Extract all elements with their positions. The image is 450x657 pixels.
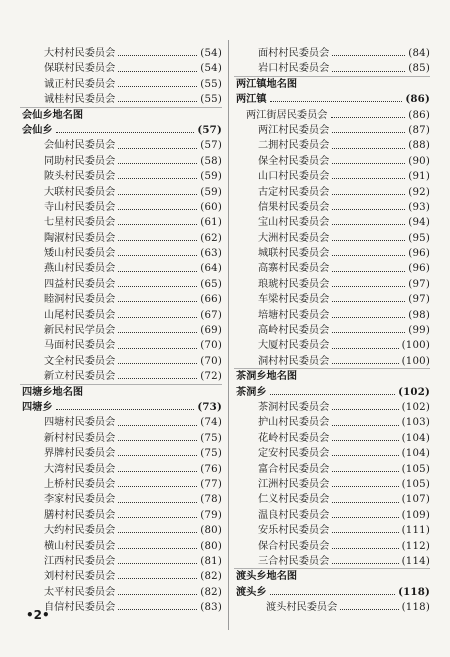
toc-entry <box>236 508 430 523</box>
entry-name: 新村村民委员会 <box>44 432 116 444</box>
toc-entry <box>236 523 430 538</box>
entry-page-number: (65) <box>200 278 222 290</box>
entry-page-number: (58) <box>200 155 222 167</box>
toc-entry <box>236 600 430 615</box>
dot-leader <box>332 471 398 472</box>
entry-page-number: (81) <box>200 555 222 567</box>
entry-name: 文全村民委员会 <box>44 355 116 367</box>
toc-entry <box>236 123 430 138</box>
dot-leader <box>118 71 197 72</box>
dot-leader <box>118 209 197 210</box>
entry-page-number: (102) <box>401 401 430 413</box>
dot-leader <box>118 378 197 379</box>
left-column <box>22 46 222 615</box>
section-heading: 两江镇地名图 <box>236 77 298 90</box>
entry-page-number: (88) <box>408 140 430 152</box>
entry-name: 茶洞村民委员会 <box>258 401 330 413</box>
entry-name: 渡头乡 <box>236 585 267 598</box>
toc-entry <box>236 431 430 446</box>
entry-page-number: (114) <box>401 555 430 567</box>
entry-name: 保联村民委员会 <box>44 63 116 75</box>
dot-leader <box>270 101 403 102</box>
entry-name: 古定村民委员会 <box>258 186 330 198</box>
entry-name: 自信村民委员会 <box>44 602 116 614</box>
entry-page-number: (79) <box>200 509 222 521</box>
dot-leader <box>270 594 396 595</box>
dot-leader <box>118 348 197 349</box>
entry-name: 护山村民委员会 <box>258 417 330 429</box>
dot-leader <box>332 440 398 441</box>
toc-entry <box>22 554 222 569</box>
section-rule <box>20 107 222 108</box>
dot-leader <box>332 148 405 149</box>
toc-entry <box>22 61 222 76</box>
entry-name: 高寨村民委员会 <box>258 263 330 275</box>
toc-entry <box>22 477 222 492</box>
entry-page-number: (82) <box>200 571 222 583</box>
entry-name: 江洲村民委员会 <box>258 478 330 490</box>
entry-name: 上桥村民委员会 <box>44 478 116 490</box>
toc-entry <box>236 154 430 169</box>
dot-leader <box>118 224 197 225</box>
entry-name: 会仙乡 <box>22 123 53 136</box>
entry-name: 二拥村民委员会 <box>258 140 330 152</box>
toc-entry <box>236 539 430 554</box>
entry-page-number: (86) <box>405 93 430 106</box>
section-entry <box>236 92 430 107</box>
entry-page-number: (55) <box>200 94 222 106</box>
dot-leader <box>118 148 197 149</box>
entry-name: 李家村民委员会 <box>44 494 116 506</box>
entry-name: 琅琥村民委员会 <box>258 278 330 290</box>
entry-page-number: (70) <box>200 355 222 367</box>
entry-name: 膳村村民委员会 <box>44 509 116 521</box>
entry-page-number: (75) <box>200 448 222 460</box>
entry-name: 山口村民委员会 <box>258 171 330 183</box>
entry-page-number: (91) <box>408 171 430 183</box>
entry-name: 太平村民委员会 <box>44 586 116 598</box>
entry-name: 山尾村民委员会 <box>44 309 116 321</box>
entry-name: 燕山村民委员会 <box>44 263 116 275</box>
entry-name: 诚桂村民委员会 <box>44 94 116 106</box>
toc-entry <box>22 492 222 507</box>
entry-page-number: (104) <box>401 448 430 460</box>
dot-leader <box>340 609 398 610</box>
dot-leader <box>332 271 405 272</box>
entry-name: 四塘村民委员会 <box>44 417 116 429</box>
dot-leader <box>332 240 405 241</box>
entry-page-number: (84) <box>408 48 430 59</box>
toc-entry <box>22 185 222 200</box>
entry-name: 大湾村民委员会 <box>44 463 116 475</box>
dot-leader <box>118 471 197 472</box>
dot-leader <box>332 348 398 349</box>
dot-leader <box>332 255 405 256</box>
entry-page-number: (57) <box>200 140 222 152</box>
entry-page-number: (63) <box>200 248 222 260</box>
dot-leader <box>118 486 197 487</box>
entry-page-number: (57) <box>197 123 222 136</box>
toc-entry <box>236 554 430 569</box>
entry-name: 城联村民委员会 <box>258 248 330 260</box>
entry-page-number: (100) <box>401 355 430 367</box>
entry-page-number: (98) <box>408 309 430 321</box>
entry-page-number: (54) <box>200 48 222 59</box>
entry-page-number: (83) <box>200 602 222 614</box>
dot-leader <box>332 132 405 133</box>
entry-page-number: (72) <box>200 371 222 383</box>
dot-leader <box>118 163 197 164</box>
entry-page-number: (95) <box>408 232 430 244</box>
dot-leader <box>332 532 398 533</box>
dot-leader <box>118 255 197 256</box>
dot-leader <box>332 194 405 195</box>
entry-page-number: (96) <box>408 263 430 275</box>
entry-page-number: (104) <box>401 432 430 444</box>
dot-leader <box>118 240 197 241</box>
entry-page-number: (59) <box>200 186 222 198</box>
entry-name: 新立村民委员会 <box>44 371 116 383</box>
dot-leader <box>118 86 197 87</box>
entry-name: 大村村民委员会 <box>44 48 116 59</box>
entry-page-number: (90) <box>408 155 430 167</box>
dot-leader <box>332 209 405 210</box>
entry-page-number: (69) <box>200 325 222 337</box>
entry-page-number: (96) <box>408 248 430 260</box>
entry-page-number: (105) <box>401 478 430 490</box>
entry-name: 三合村民委员会 <box>258 555 330 567</box>
toc-entry <box>22 431 222 446</box>
dot-leader <box>332 71 405 72</box>
entry-name: 横山村民委员会 <box>44 540 116 552</box>
toc-entry <box>236 292 430 307</box>
entry-page-number: (87) <box>408 124 430 136</box>
entry-name: 花岭村民委员会 <box>258 432 330 444</box>
toc-entry <box>236 185 430 200</box>
dot-leader <box>332 517 398 518</box>
entry-name: 刘村村民委员会 <box>44 571 116 583</box>
dot-leader <box>118 101 197 102</box>
entry-page-number: (59) <box>200 171 222 183</box>
entry-page-number: (100) <box>401 340 430 352</box>
toc-entry <box>236 215 430 230</box>
entry-page-number: (118) <box>401 602 430 614</box>
toc-entry <box>236 246 430 261</box>
entry-name: 诚正村民委员会 <box>44 78 116 90</box>
section-entry <box>236 385 430 400</box>
dot-leader <box>56 132 195 133</box>
entry-name: 陂头村民委员会 <box>44 171 116 183</box>
entry-name: 新民村民学员会 <box>44 325 116 337</box>
section-entry <box>22 400 222 415</box>
dot-leader <box>332 409 398 410</box>
dot-leader <box>118 317 197 318</box>
dot-leader <box>118 578 197 579</box>
dot-leader <box>331 117 406 118</box>
dot-leader <box>118 425 197 426</box>
toc-entry <box>22 92 222 107</box>
entry-page-number: (99) <box>408 325 430 337</box>
right-column <box>236 46 430 615</box>
section-heading: 渡头乡地名图 <box>236 570 298 583</box>
entry-page-number: (109) <box>401 509 430 521</box>
entry-name: 定安村民委员会 <box>258 448 330 460</box>
dot-leader <box>332 548 398 549</box>
section-heading: 茶洞乡地名图 <box>236 370 298 383</box>
section-heading: 四塘乡地名图 <box>22 385 84 398</box>
toc-entry <box>236 477 430 492</box>
toc-entry <box>236 446 430 461</box>
dot-leader <box>118 609 197 610</box>
entry-page-number: (105) <box>401 463 430 475</box>
dot-leader <box>332 502 398 503</box>
entry-name: 岩口村民委员会 <box>258 63 330 75</box>
entry-page-number: (85) <box>408 63 430 75</box>
toc-entry <box>22 169 222 184</box>
dot-leader <box>118 363 197 364</box>
dot-leader <box>332 224 405 225</box>
entry-page-number: (60) <box>200 201 222 213</box>
toc-entry <box>22 508 222 523</box>
section-rule <box>234 76 430 77</box>
toc-entry <box>236 169 430 184</box>
toc-entry <box>236 277 430 292</box>
entry-name: 两江街居民委员会 <box>246 109 328 121</box>
entry-name: 富合村民委员会 <box>258 463 330 475</box>
entry-name: 渡头村民委员会 <box>266 602 338 614</box>
entry-page-number: (66) <box>200 294 222 306</box>
entry-page-number: (77) <box>200 478 222 490</box>
entry-name: 车梁村民委员会 <box>258 294 330 306</box>
entry-page-number: (78) <box>200 494 222 506</box>
entry-name: 大厦村民委员会 <box>258 340 330 352</box>
dot-leader <box>118 455 197 456</box>
dot-leader <box>332 317 405 318</box>
toc-entry <box>22 585 222 600</box>
entry-name: 宝山村民委员会 <box>258 217 330 229</box>
section-rule <box>20 384 222 385</box>
page-number: •2• <box>26 608 50 622</box>
section-rule <box>234 568 430 569</box>
entry-name: 仁义村民委员会 <box>258 494 330 506</box>
dot-leader <box>332 301 405 302</box>
dot-leader <box>332 455 398 456</box>
toc-entry <box>236 61 430 76</box>
toc-entry <box>22 539 222 554</box>
entry-name: 保全村民委员会 <box>258 155 330 167</box>
entry-page-number: (75) <box>200 432 222 444</box>
dot-leader <box>332 55 405 56</box>
toc-entry <box>22 46 222 61</box>
entry-name: 大约村民委员会 <box>44 525 116 537</box>
toc-entry <box>236 108 430 123</box>
toc-entry <box>236 46 430 61</box>
entry-page-number: (80) <box>200 525 222 537</box>
dot-leader <box>118 517 197 518</box>
entry-page-number: (64) <box>200 263 222 275</box>
entry-page-number: (54) <box>200 63 222 75</box>
dot-leader <box>118 548 197 549</box>
entry-page-number: (73) <box>197 400 222 413</box>
entry-page-number: (103) <box>401 417 430 429</box>
entry-page-number: (67) <box>200 309 222 321</box>
section-heading: 会仙乡地名图 <box>22 108 84 121</box>
toc-entry <box>22 523 222 538</box>
toc-entry <box>22 154 222 169</box>
entry-page-number: (111) <box>401 525 430 537</box>
entry-name: 同助村民委员会 <box>44 155 116 167</box>
column-divider <box>228 40 229 630</box>
toc-entry <box>22 323 222 338</box>
entry-name: 信果村民委员会 <box>258 201 330 213</box>
dot-leader <box>118 286 197 287</box>
dot-leader <box>118 440 197 441</box>
toc-entry <box>22 77 222 92</box>
entry-name: 界牌村民委员会 <box>44 448 116 460</box>
toc-entry <box>236 338 430 353</box>
dot-leader <box>332 363 398 364</box>
dot-leader <box>332 486 398 487</box>
entry-name: 寺山村民委员会 <box>44 201 116 213</box>
toc-entry <box>236 308 430 323</box>
entry-page-number: (94) <box>408 217 430 229</box>
entry-name: 保合村民委员会 <box>258 540 330 552</box>
entry-page-number: (82) <box>200 586 222 598</box>
entry-name: 矮山村民委员会 <box>44 248 116 260</box>
entry-page-number: (80) <box>200 540 222 552</box>
dot-leader <box>332 178 405 179</box>
entry-page-number: (55) <box>200 78 222 90</box>
toc-entry <box>236 261 430 276</box>
entry-page-number: (61) <box>200 217 222 229</box>
entry-name: 马面村民委员会 <box>44 340 116 352</box>
dot-leader <box>332 286 405 287</box>
dot-leader <box>118 194 197 195</box>
toc-entry <box>22 246 222 261</box>
toc-entry <box>22 231 222 246</box>
toc-entry <box>22 277 222 292</box>
entry-page-number: (93) <box>408 201 430 213</box>
section-entry <box>22 123 222 138</box>
toc-entry <box>236 462 430 477</box>
entry-name: 四益村民委员会 <box>44 278 116 290</box>
toc-entry <box>236 231 430 246</box>
entry-page-number: (76) <box>200 463 222 475</box>
dot-leader <box>118 502 197 503</box>
toc-entry <box>236 492 430 507</box>
entry-page-number: (118) <box>398 585 430 598</box>
entry-name: 四塘乡 <box>22 400 53 413</box>
entry-name: 两江村民委员会 <box>258 124 330 136</box>
toc-entry <box>236 200 430 215</box>
entry-name: 高岭村民委员会 <box>258 325 330 337</box>
entry-name: 会仙村民委员会 <box>44 140 116 152</box>
toc-entry <box>236 415 430 430</box>
toc-entry <box>236 400 430 415</box>
entry-page-number: (102) <box>398 385 430 398</box>
dot-leader <box>118 55 197 56</box>
entry-name: 陶淑村民委员会 <box>44 232 116 244</box>
toc-entry <box>22 569 222 584</box>
toc-entry <box>236 323 430 338</box>
entry-page-number: (97) <box>408 294 430 306</box>
entry-name: 洞村村民委员会 <box>258 355 330 367</box>
entry-page-number: (70) <box>200 340 222 352</box>
entry-page-number: (74) <box>200 417 222 429</box>
toc-entry <box>236 354 430 369</box>
entry-name: 大联村民委员会 <box>44 186 116 198</box>
entry-page-number: (112) <box>401 540 430 552</box>
toc-entry <box>22 369 222 384</box>
entry-name: 七星村民委员会 <box>44 217 116 229</box>
dot-leader <box>118 594 197 595</box>
toc-entry <box>22 308 222 323</box>
toc-entry <box>236 138 430 153</box>
dot-leader <box>118 332 197 333</box>
toc-entry <box>22 446 222 461</box>
section-rule <box>234 368 430 369</box>
toc-entry <box>22 215 222 230</box>
section-entry <box>236 585 430 600</box>
dot-leader <box>118 301 197 302</box>
entry-name: 安乐村民委员会 <box>258 525 330 537</box>
entry-name: 面村村民委员会 <box>258 48 330 59</box>
dot-leader <box>56 409 195 410</box>
dot-leader <box>332 332 405 333</box>
dot-leader <box>118 178 197 179</box>
entry-name: 大洲村民委员会 <box>258 232 330 244</box>
entry-page-number: (92) <box>408 186 430 198</box>
dot-leader <box>332 563 398 564</box>
toc-entry <box>22 261 222 276</box>
toc-entry <box>22 415 222 430</box>
dot-leader <box>118 532 197 533</box>
toc-entry <box>22 338 222 353</box>
entry-name: 江西村民委员会 <box>44 555 116 567</box>
toc-entry <box>22 200 222 215</box>
toc-entry <box>22 292 222 307</box>
entry-name: 两江镇 <box>236 93 267 106</box>
entry-page-number: (97) <box>408 278 430 290</box>
toc-entry <box>22 462 222 477</box>
entry-name: 温良村民委员会 <box>258 509 330 521</box>
dot-leader <box>270 394 396 395</box>
dot-leader <box>332 425 398 426</box>
entry-name: 茶洞乡 <box>236 385 267 398</box>
dot-leader <box>332 163 405 164</box>
dot-leader <box>118 271 197 272</box>
toc-entry <box>22 138 222 153</box>
entry-name: 睦洞村民委员会 <box>44 294 116 306</box>
dot-leader <box>118 563 197 564</box>
entry-page-number: (107) <box>401 494 430 506</box>
entry-name: 培塘村民委员会 <box>258 309 330 321</box>
entry-page-number: (86) <box>408 109 430 121</box>
toc-entry <box>22 600 222 615</box>
toc-entry <box>22 354 222 369</box>
entry-page-number: (62) <box>200 232 222 244</box>
